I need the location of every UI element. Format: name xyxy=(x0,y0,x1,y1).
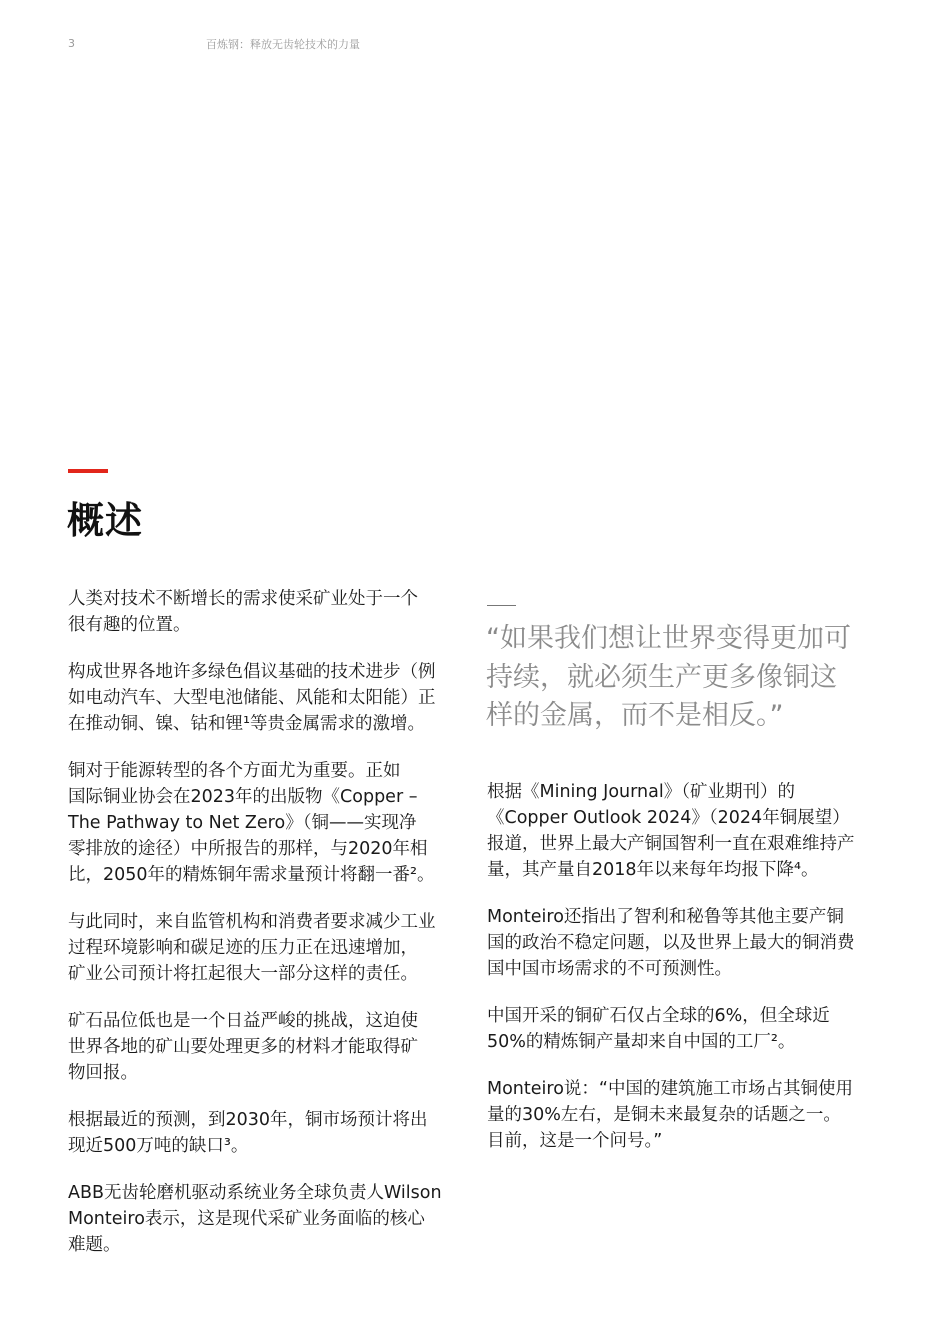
section-accent-bar xyxy=(68,469,108,473)
paragraph: 构成世界各地许多绿色倡议基础的技术进步（例 如电动汽车、大型电池储能、风能和太阳能）正 在推动铜、镍、钴和锂¹等贵金属需求的激增。 xyxy=(68,662,436,734)
paragraph: 与此同时，来自监管机构和消费者要求减少工业 过程环境影响和碳足迹的压力正在迅速增加， 矿业公司预计将扛起很大一部分这样的责任。 xyxy=(68,912,436,984)
paragraph: 中国开采的铜矿石仅占全球的6%，但全球近 50%的精炼铜产量却来自中国的工厂²。 xyxy=(487,1006,830,1052)
paragraph: ABB无齿轮磨机驱动系统业务全球负责人Wilson Monteiro表示，这是现代采矿业务面临的核心 难题。 xyxy=(68,1183,442,1255)
pull-quote: “如果我们想让世界变得更加可 持续，就必须生产更多像铜这 样的金属，而不是相反。” xyxy=(486,623,851,731)
page-number: 3 xyxy=(68,37,75,50)
left-column xyxy=(68,586,468,1279)
quote-rule xyxy=(487,605,516,606)
paragraph: 铜对于能源转型的各个方面尤为重要。正如 国际铜业协会在2023年的出版物《Copper – The Pathway to Net Zero》（铜——实现净 零排放的途径）中所报告的那样，与2020年相 比，2050年的精炼铜年需求量预计将翻一番²。 xyxy=(68,761,435,885)
paragraph: Monteiro说：“中国的建筑施工市场占其铜使用 量的30%左右，是铜未来最复杂的话题之一。 目前，这是一个问号。” xyxy=(487,1079,853,1151)
right-column xyxy=(487,779,889,1175)
paragraph: 根据《Mining Journal》（矿业期刊）的 《Copper Outlook 2024》（2024年铜展望） 报道，世界上最大产铜国智利一直在艰难维持产 量，其产量自2018年以来每年均报下降⁴。 xyxy=(487,782,855,880)
running-header: 百炼钢：释放无齿轮技术的力量 xyxy=(206,38,360,51)
paragraph: 根据最近的预测，到2030年，铜市场预计将出 现近500万吨的缺口³。 xyxy=(68,1110,428,1156)
section-title: 概述 xyxy=(67,499,143,542)
paragraph: 矿石品位低也是一个日益严峻的挑战，这迫使 世界各地的矿山要处理更多的材料才能取得矿 物回报。 xyxy=(68,1011,418,1083)
paragraph: Monteiro还指出了智利和秘鲁等其他主要产铜 国的政治不稳定问题，以及世界上最大的铜消费 国中国市场需求的不可预测性。 xyxy=(487,907,855,979)
paragraph: 人类对技术不断增长的需求使采矿业处于一个 很有趣的位置。 xyxy=(68,589,418,635)
